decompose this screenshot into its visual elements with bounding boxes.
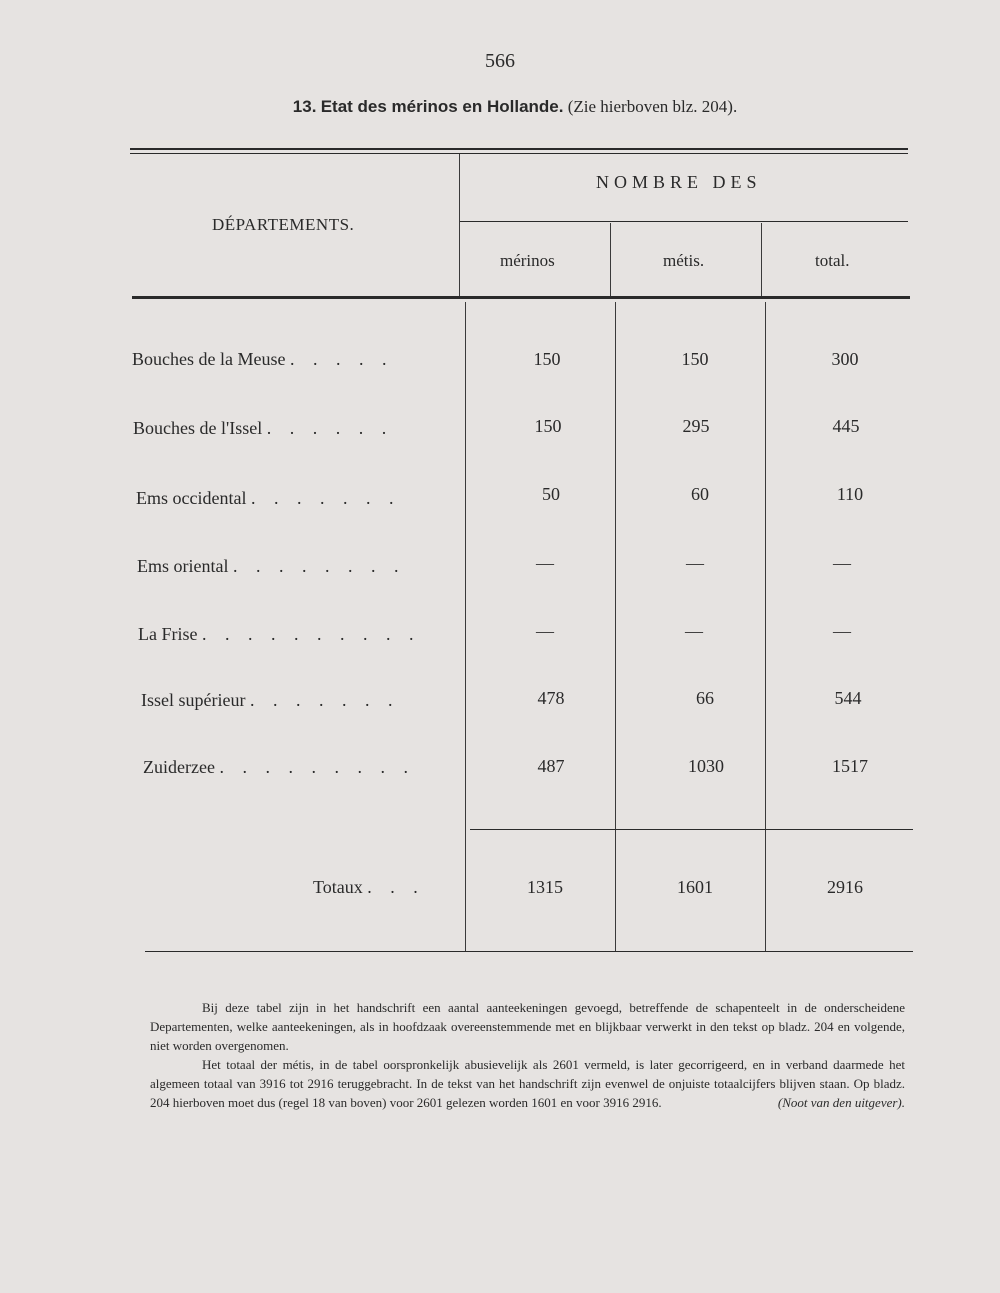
total-value: 544 <box>834 688 862 708</box>
merinos-value: 150 <box>534 416 562 436</box>
group-header: NOMBRE DES <box>596 172 762 192</box>
leader-dots: . . . . . . . . . . <box>201 624 421 644</box>
top-rule-2 <box>130 153 908 154</box>
totals-label: Totaux <box>313 877 363 897</box>
column-divider-1-head <box>459 154 460 296</box>
leader-dots: . . . <box>367 877 425 897</box>
footnote-paragraph <box>150 1055 905 1112</box>
metis-value: 60 <box>691 484 709 504</box>
department-name: Issel supérieur <box>141 690 246 710</box>
department-name: Zuiderzee <box>143 757 215 777</box>
total-value: 445 <box>832 416 860 436</box>
table-heading <box>0 97 1000 117</box>
column-header-total: total. <box>815 251 850 270</box>
department-name: Bouches de l'Issel <box>133 418 263 438</box>
column-divider-2-head <box>610 223 611 296</box>
grand-total: 2916 <box>827 877 863 897</box>
department-name: Bouches de la Meuse <box>132 349 286 369</box>
department-name: Ems occidental <box>136 488 247 508</box>
page-number: 566 <box>485 50 515 72</box>
heading-number: 13. <box>292 97 317 116</box>
merinos-value: — <box>536 553 554 573</box>
total-value: — <box>833 553 851 573</box>
leader-dots: . . . . . . <box>266 418 394 438</box>
leader-dots: . . . . . . . <box>250 488 401 508</box>
column-divider-1 <box>465 302 466 952</box>
total-value: — <box>833 621 851 641</box>
merinos-value: 50 <box>542 484 560 504</box>
department-name: La Frise <box>138 624 198 644</box>
column-divider-3 <box>765 302 766 952</box>
bottom-rule <box>145 951 913 952</box>
merinos-total: 1315 <box>527 877 563 897</box>
leader-dots: . . . . . . . . . <box>219 757 415 777</box>
total-value: 300 <box>831 349 859 369</box>
merinos-value: 487 <box>537 756 565 776</box>
heading-reference: (Zie hierboven blz. 204). <box>567 97 738 116</box>
totals-rule <box>470 829 913 830</box>
column-divider-3-head <box>761 223 762 296</box>
leader-dots: . . . . . . . . <box>232 556 406 576</box>
departments-header: DÉPARTEMENTS. <box>212 215 355 234</box>
metis-value: 66 <box>696 688 714 708</box>
metis-value: 150 <box>681 349 709 369</box>
metis-value: 295 <box>682 416 710 436</box>
metis-value: — <box>685 621 703 641</box>
column-divider-2 <box>615 302 616 952</box>
merinos-value: 478 <box>537 688 565 708</box>
department-name: Ems oriental <box>137 556 229 576</box>
leader-dots: . . . . . . . <box>249 690 400 710</box>
column-header-merinos: mérinos <box>500 251 555 270</box>
merinos-value: 150 <box>533 349 561 369</box>
footnote-paragraph-text: Het totaal der métis, in de tabel oorspronkelijk abusievelijk als 2601 vermeld, is later gecorrigeerd, en in verband daarmede het algemeen totaal van 3916 tot 2916 teruggebracht. In de tekst van het handschrift zijn evenwel de onjuiste totaalcijfers blijven staan. Op bladz. 204 hierboven moet dus (regel 18 van boven) voor 2601 gelezen worden 1601 en voor 3916 2916. <box>150 1057 905 1110</box>
column-header-metis: métis. <box>663 251 705 270</box>
metis-value: — <box>686 553 704 573</box>
total-value: 110 <box>836 484 864 504</box>
merinos-value: — <box>536 621 554 641</box>
editor-note: (Noot van den uitgever). <box>777 1095 905 1110</box>
group-header-rule <box>460 221 908 222</box>
footnote-paragraph: Bij deze tabel zijn in het handschrift een aantal aanteekeningen gevoegd, betreffende de schapenteelt in de onderscheidene Departementen, welke aanteekeningen, als in hoofdzaak overeenstemmende met en blijkbaar verwerkt in den tekst op bladz. 204 en volgende, niet worden overgenomen. <box>150 1000 905 1053</box>
metis-total: 1601 <box>677 877 713 897</box>
top-rule-1 <box>130 148 908 150</box>
metis-value: 1030 <box>688 756 724 776</box>
leader-dots: . . . . . <box>289 349 394 369</box>
footnote <box>150 998 905 1112</box>
header-rule <box>132 296 910 299</box>
total-value: 1517 <box>832 756 868 776</box>
heading-title: Etat des mérinos en Hollande. <box>320 97 564 116</box>
